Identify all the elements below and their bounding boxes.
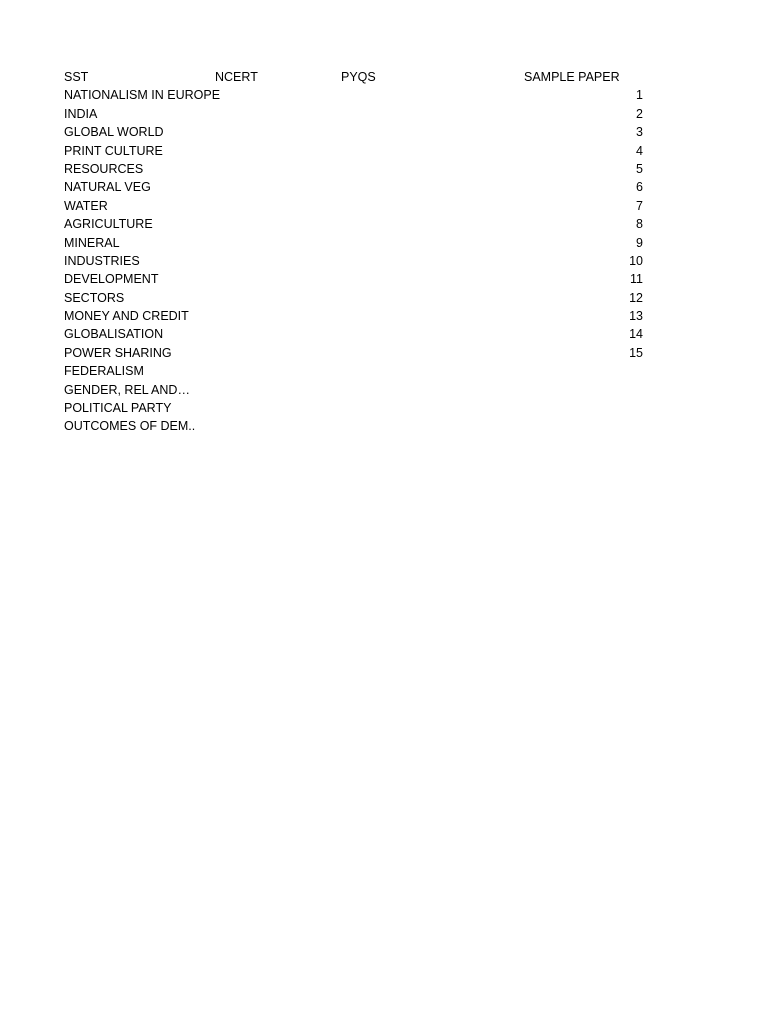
row-subject-cell[interactable]: SECTORS (64, 290, 125, 305)
row-number-cell[interactable]: 12 (629, 290, 643, 305)
row-subject-cell[interactable]: GLOBAL WORLD (64, 125, 164, 140)
table-row (64, 234, 664, 252)
table-row (64, 307, 664, 325)
row-subject-cell[interactable]: MONEY AND CREDIT (64, 309, 189, 324)
row-subject-cell[interactable]: INDUSTRIES (64, 253, 140, 268)
table-row (64, 344, 664, 362)
row-number-cell[interactable]: 2 (636, 106, 643, 121)
row-subject-cell[interactable]: GLOBALISATION (64, 327, 164, 342)
header-sample-paper[interactable]: SAMPLE PAPER (524, 70, 620, 84)
row-number-cell[interactable]: 4 (636, 143, 643, 158)
row-subject-cell[interactable]: AGRICULTURE (64, 217, 153, 232)
table-row (64, 362, 664, 380)
row-number-cell[interactable]: 7 (636, 198, 643, 213)
table-body (64, 86, 664, 435)
row-subject-cell[interactable]: OUTCOMES OF DEM.. (64, 419, 196, 434)
row-number-cell[interactable]: 9 (636, 235, 643, 250)
row-subject-cell[interactable]: NATURAL VEG (64, 180, 151, 195)
table-row (64, 105, 664, 123)
spreadsheet-table (64, 68, 664, 436)
row-number-cell[interactable]: 10 (629, 253, 643, 268)
header-pyqs[interactable]: PYQS (341, 70, 376, 84)
table-row (64, 215, 664, 233)
row-subject-cell[interactable]: PRINT CULTURE (64, 143, 163, 158)
row-subject-cell[interactable]: WATER (64, 198, 108, 213)
table-row (64, 289, 664, 307)
row-subject-cell[interactable]: RESOURCES (64, 161, 144, 176)
table-row (64, 142, 664, 160)
row-number-cell[interactable]: 15 (629, 345, 643, 360)
table-row (64, 325, 664, 343)
row-number-cell[interactable]: 3 (636, 125, 643, 140)
row-number-cell[interactable]: 1 (636, 88, 643, 103)
table-row (64, 160, 664, 178)
row-number-cell[interactable]: 5 (636, 161, 643, 176)
table-row (64, 86, 664, 104)
row-number-cell[interactable]: 13 (629, 309, 643, 324)
row-subject-cell[interactable]: POLITICAL PARTY (64, 401, 172, 416)
table-row (64, 417, 664, 435)
table-row (64, 178, 664, 196)
row-subject-cell[interactable]: POWER SHARING (64, 345, 172, 360)
row-subject-cell[interactable]: FEDERALISM (64, 364, 144, 379)
row-number-cell[interactable]: 6 (636, 180, 643, 195)
row-number-cell[interactable]: 8 (636, 217, 643, 232)
header-ncert[interactable]: NCERT (215, 70, 258, 84)
row-subject-cell[interactable]: INDIA (64, 106, 98, 121)
table-row (64, 123, 664, 141)
row-number-cell[interactable]: 11 (630, 272, 643, 287)
row-subject-cell[interactable]: NATIONALISM IN EUROPE (64, 88, 221, 103)
table-row (64, 399, 664, 417)
table-row (64, 252, 664, 270)
row-subject-cell[interactable]: MINERAL (64, 235, 120, 250)
row-number-cell[interactable]: 14 (629, 327, 643, 342)
row-subject-cell[interactable]: DEVELOPMENT (64, 272, 159, 287)
table-row (64, 197, 664, 215)
header-row (64, 68, 664, 86)
table-row (64, 381, 664, 399)
table-row (64, 270, 664, 288)
row-subject-cell[interactable]: GENDER, REL AND… (64, 382, 190, 397)
header-subject[interactable]: SST (64, 70, 89, 84)
